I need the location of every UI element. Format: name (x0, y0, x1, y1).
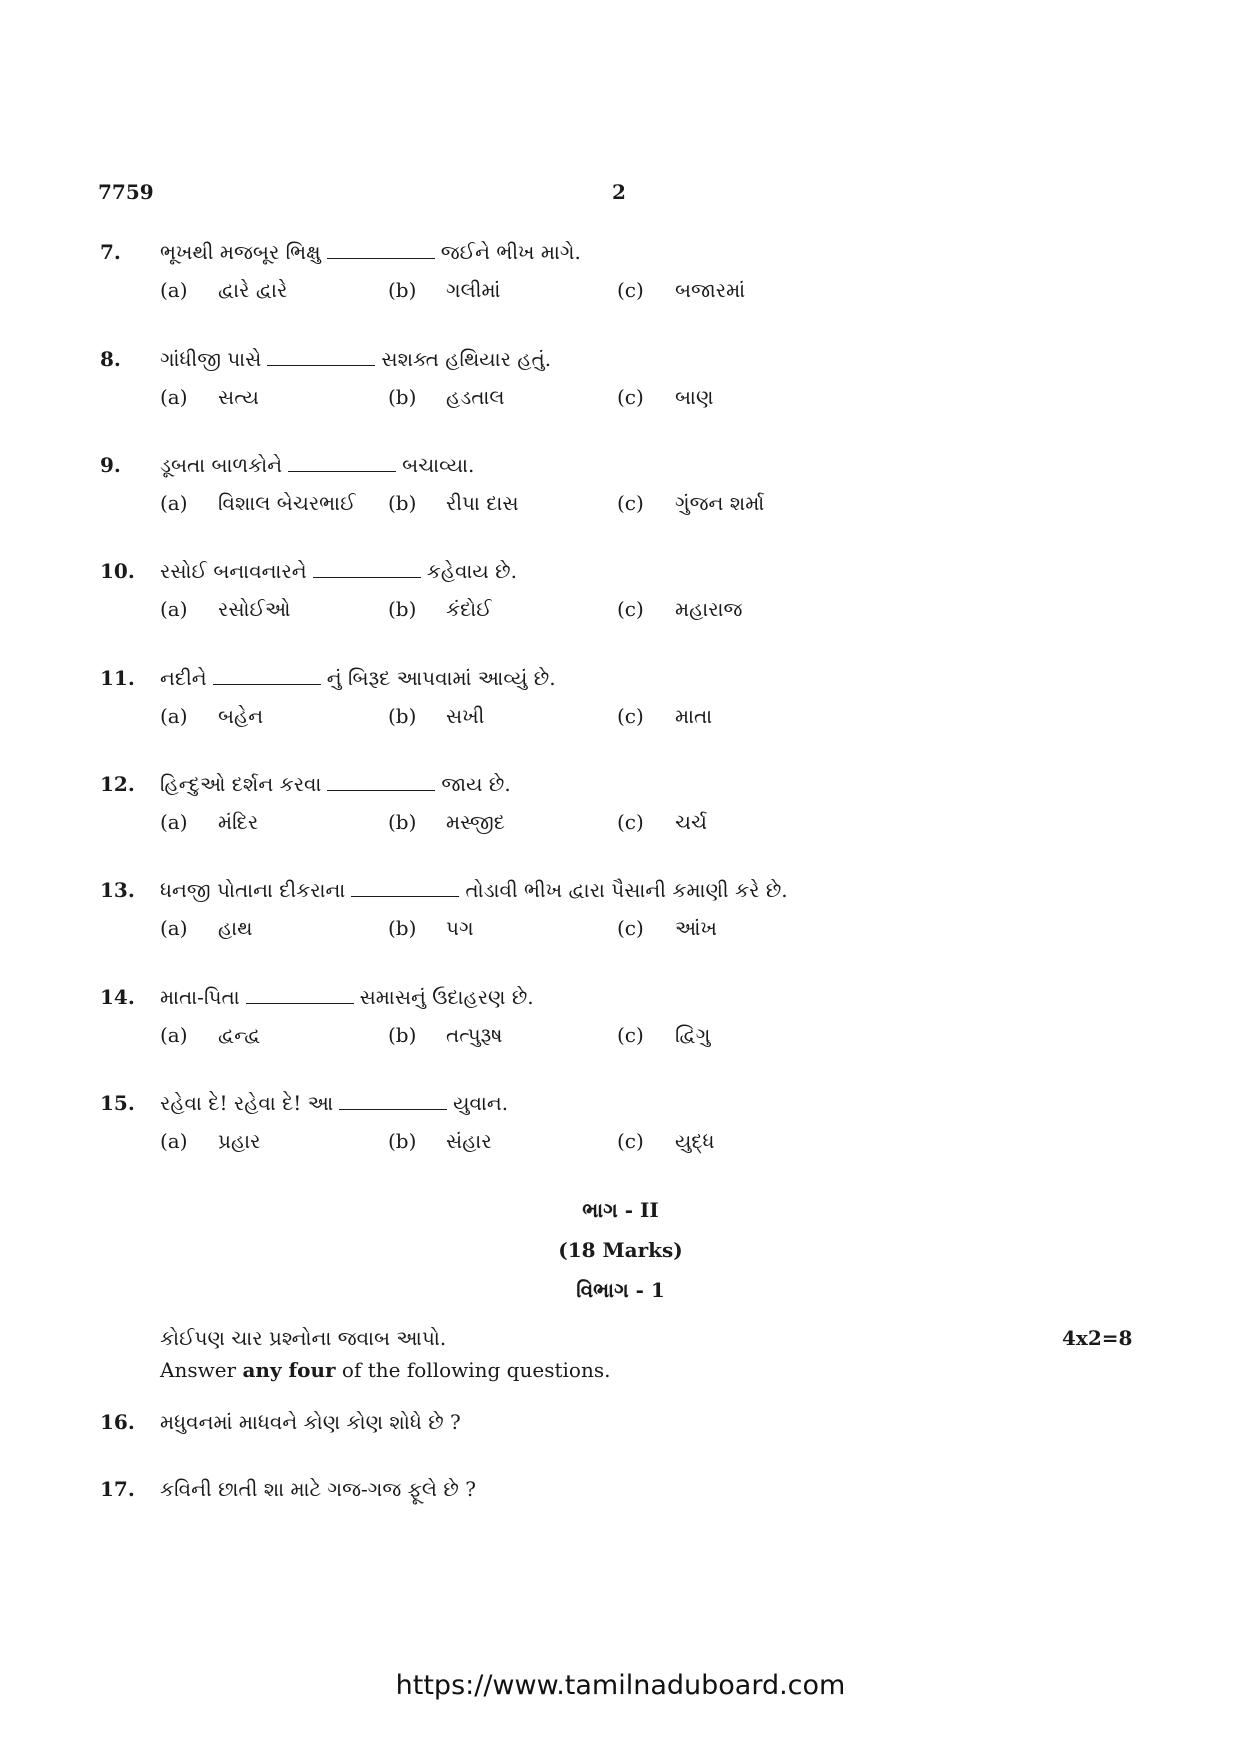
question-tail: તોડાવી ભીખ દ્વારા પૈસાની કમાણી કરે છે. (465, 878, 788, 902)
question-tail: જઈને ભીખ માગે. (440, 240, 581, 264)
instruction-text: of the following questions. (335, 1358, 611, 1382)
question-text (160, 1091, 508, 1115)
answer-blank (288, 453, 396, 472)
option-label: (c) (617, 385, 644, 409)
option-label: (c) (617, 597, 644, 621)
option-text: કંદોઈ (446, 597, 492, 621)
question-stem: માતા-પિતા (160, 985, 240, 1009)
answer-blank (327, 240, 435, 259)
option-text: ગલીમાં (446, 278, 501, 302)
option-b (388, 1023, 502, 1047)
question-number: 17. (100, 1477, 135, 1501)
question-tail: સશક્ત હથિયાર હતું. (381, 347, 552, 371)
page-number: 2 (612, 180, 626, 204)
question-tail: બચાવ્યા. (402, 453, 475, 477)
option-label: (b) (388, 1023, 417, 1047)
option-label: (b) (388, 278, 417, 302)
option-text: રસોઈઓ (218, 597, 291, 621)
option-label: (c) (617, 491, 644, 515)
answer-blank (327, 772, 435, 791)
option-c (617, 1023, 710, 1047)
question-stem: રહેવા દે! રહેવા દે! આ (160, 1091, 334, 1115)
option-b (388, 1129, 492, 1153)
option-b (388, 916, 474, 940)
section-marks-heading: (18 Marks) (558, 1238, 683, 1262)
option-c (617, 597, 742, 621)
option-b (388, 385, 504, 409)
question-number: 13. (100, 878, 135, 902)
option-b (388, 491, 519, 515)
option-label: (a) (160, 385, 188, 409)
instruction-emphasis: any four (242, 1358, 336, 1382)
question-tail: સમાસનું ઉદાહરણ છે. (359, 985, 534, 1009)
question-number: 8. (100, 347, 121, 371)
question-number: 15. (100, 1091, 135, 1115)
option-text: બજારમાં (675, 278, 746, 302)
question-stem: નદીને (160, 666, 207, 690)
question-tail: યુવાન. (453, 1091, 509, 1115)
question-number: 9. (100, 453, 121, 477)
option-text: દ્વન્દ્વ (218, 1023, 261, 1047)
option-a (160, 704, 263, 728)
option-text: પગ (446, 916, 474, 940)
option-b (388, 810, 505, 834)
option-label: (c) (617, 810, 644, 834)
option-c (617, 1129, 715, 1153)
option-b (388, 597, 492, 621)
option-b (388, 704, 484, 728)
option-a (160, 491, 356, 515)
answer-blank (313, 559, 421, 578)
option-text: મસ્જીદ (446, 810, 505, 834)
option-text: સખી (446, 704, 485, 728)
option-a (160, 385, 259, 409)
option-text: બાણ (675, 385, 714, 409)
question-stem: ગાંધીજી પાસે (160, 347, 262, 371)
option-label: (a) (160, 704, 188, 728)
question-text (160, 666, 556, 690)
option-text: ગુંજન શર્મા (675, 491, 765, 515)
question-stem: હિન્દુઓ દર્શન કરવા (160, 772, 322, 796)
option-label: (a) (160, 1129, 188, 1153)
answer-blank (351, 878, 459, 897)
paper-code: 7759 (98, 180, 154, 204)
option-c (617, 916, 717, 940)
question-text (160, 985, 534, 1009)
question-tail: કહેવાય છે. (426, 559, 517, 583)
option-c (617, 810, 707, 834)
question-text (160, 347, 551, 371)
instruction-text: Answer (160, 1358, 243, 1382)
option-label: (c) (617, 1023, 644, 1047)
option-text: હડતાલ (446, 385, 505, 409)
question-text (160, 772, 511, 796)
option-a (160, 810, 258, 834)
option-text: તત્પુરૂષ (446, 1023, 503, 1047)
option-label: (b) (388, 597, 417, 621)
option-text: આંખ (675, 916, 717, 940)
option-label: (a) (160, 810, 188, 834)
option-a (160, 916, 252, 940)
option-text: રીપા દાસ (446, 491, 519, 515)
footer-url: https://www.tamilnaduboard.com (395, 1670, 846, 1701)
option-text: વિશાલ બેચરભાઈ (218, 491, 356, 515)
option-label: (c) (617, 278, 644, 302)
option-text: મંદિર (218, 810, 259, 834)
question-stem: રસોઈ બનાવનારને (160, 559, 307, 583)
question-stem: ડૂબતા બાળકોને (160, 453, 283, 477)
option-text: ચર્ચ (675, 810, 707, 834)
option-label: (b) (388, 491, 417, 515)
option-text: પ્રહાર (218, 1129, 261, 1153)
question-tail: નું બિરૂદ આપવામાં આવ્યું છે. (326, 666, 556, 690)
option-label: (b) (388, 810, 417, 834)
option-label: (a) (160, 1023, 188, 1047)
question-text (160, 453, 474, 477)
question-number: 14. (100, 985, 135, 1009)
question-text (160, 878, 788, 902)
option-label: (a) (160, 278, 188, 302)
option-label: (b) (388, 704, 417, 728)
option-c (617, 278, 745, 302)
option-text: બહેન (218, 704, 264, 728)
option-label: (c) (617, 704, 644, 728)
option-a (160, 278, 287, 302)
option-text: સંહાર (446, 1129, 492, 1153)
section-score: 4x2=8 (1062, 1326, 1133, 1350)
question-number: 7. (100, 240, 121, 264)
question-number: 12. (100, 772, 135, 796)
option-text: દ્વારે દ્વારે (218, 278, 288, 302)
question-number: 10. (100, 559, 135, 583)
option-label: (a) (160, 491, 188, 515)
question-number: 16. (100, 1410, 135, 1434)
answer-blank (339, 1091, 447, 1110)
question-text: મધુવનમાં માધવને કોણ કોણ શોધે છે ? (160, 1410, 461, 1434)
section-division-heading: વિભાગ - 1 (576, 1278, 665, 1302)
option-label: (b) (388, 916, 417, 940)
option-a (160, 1129, 260, 1153)
option-c (617, 491, 764, 515)
answer-blank (213, 666, 321, 685)
option-text: સત્ય (218, 385, 259, 409)
option-label: (a) (160, 916, 188, 940)
option-c (617, 385, 713, 409)
option-a (160, 597, 290, 621)
instruction-english (160, 1358, 610, 1382)
option-text: મહારાજ (675, 597, 743, 621)
option-b (388, 278, 500, 302)
option-label: (b) (388, 385, 417, 409)
answer-blank (267, 347, 375, 366)
option-label: (b) (388, 1129, 417, 1153)
option-label: (c) (617, 916, 644, 940)
instruction-gujarati: કોઈપણ ચાર પ્રશ્નોના જવાબ આપો. (160, 1326, 447, 1350)
question-number: 11. (100, 666, 135, 690)
question-text (160, 559, 517, 583)
option-label: (a) (160, 597, 188, 621)
option-text: યુદ્ધ (675, 1129, 715, 1153)
question-stem: ભૂખથી મજબૂર ભિક્ષુ (160, 240, 321, 264)
option-label: (c) (617, 1129, 644, 1153)
question-tail: જાય છે. (441, 772, 511, 796)
answer-blank (246, 985, 354, 1004)
section-part-heading: ભાગ - II (582, 1198, 659, 1222)
question-text: કવિની છાતી શા માટે ગજ-ગજ ફૂલે છે ? (160, 1477, 476, 1501)
question-text (160, 240, 581, 264)
option-text: માતા (675, 704, 713, 728)
question-stem: ધનજી પોતાના દીકરાના (160, 878, 346, 902)
option-text: હાથ (218, 916, 253, 940)
option-a (160, 1023, 261, 1047)
option-c (617, 704, 712, 728)
option-text: દ્વિગુ (675, 1023, 711, 1047)
